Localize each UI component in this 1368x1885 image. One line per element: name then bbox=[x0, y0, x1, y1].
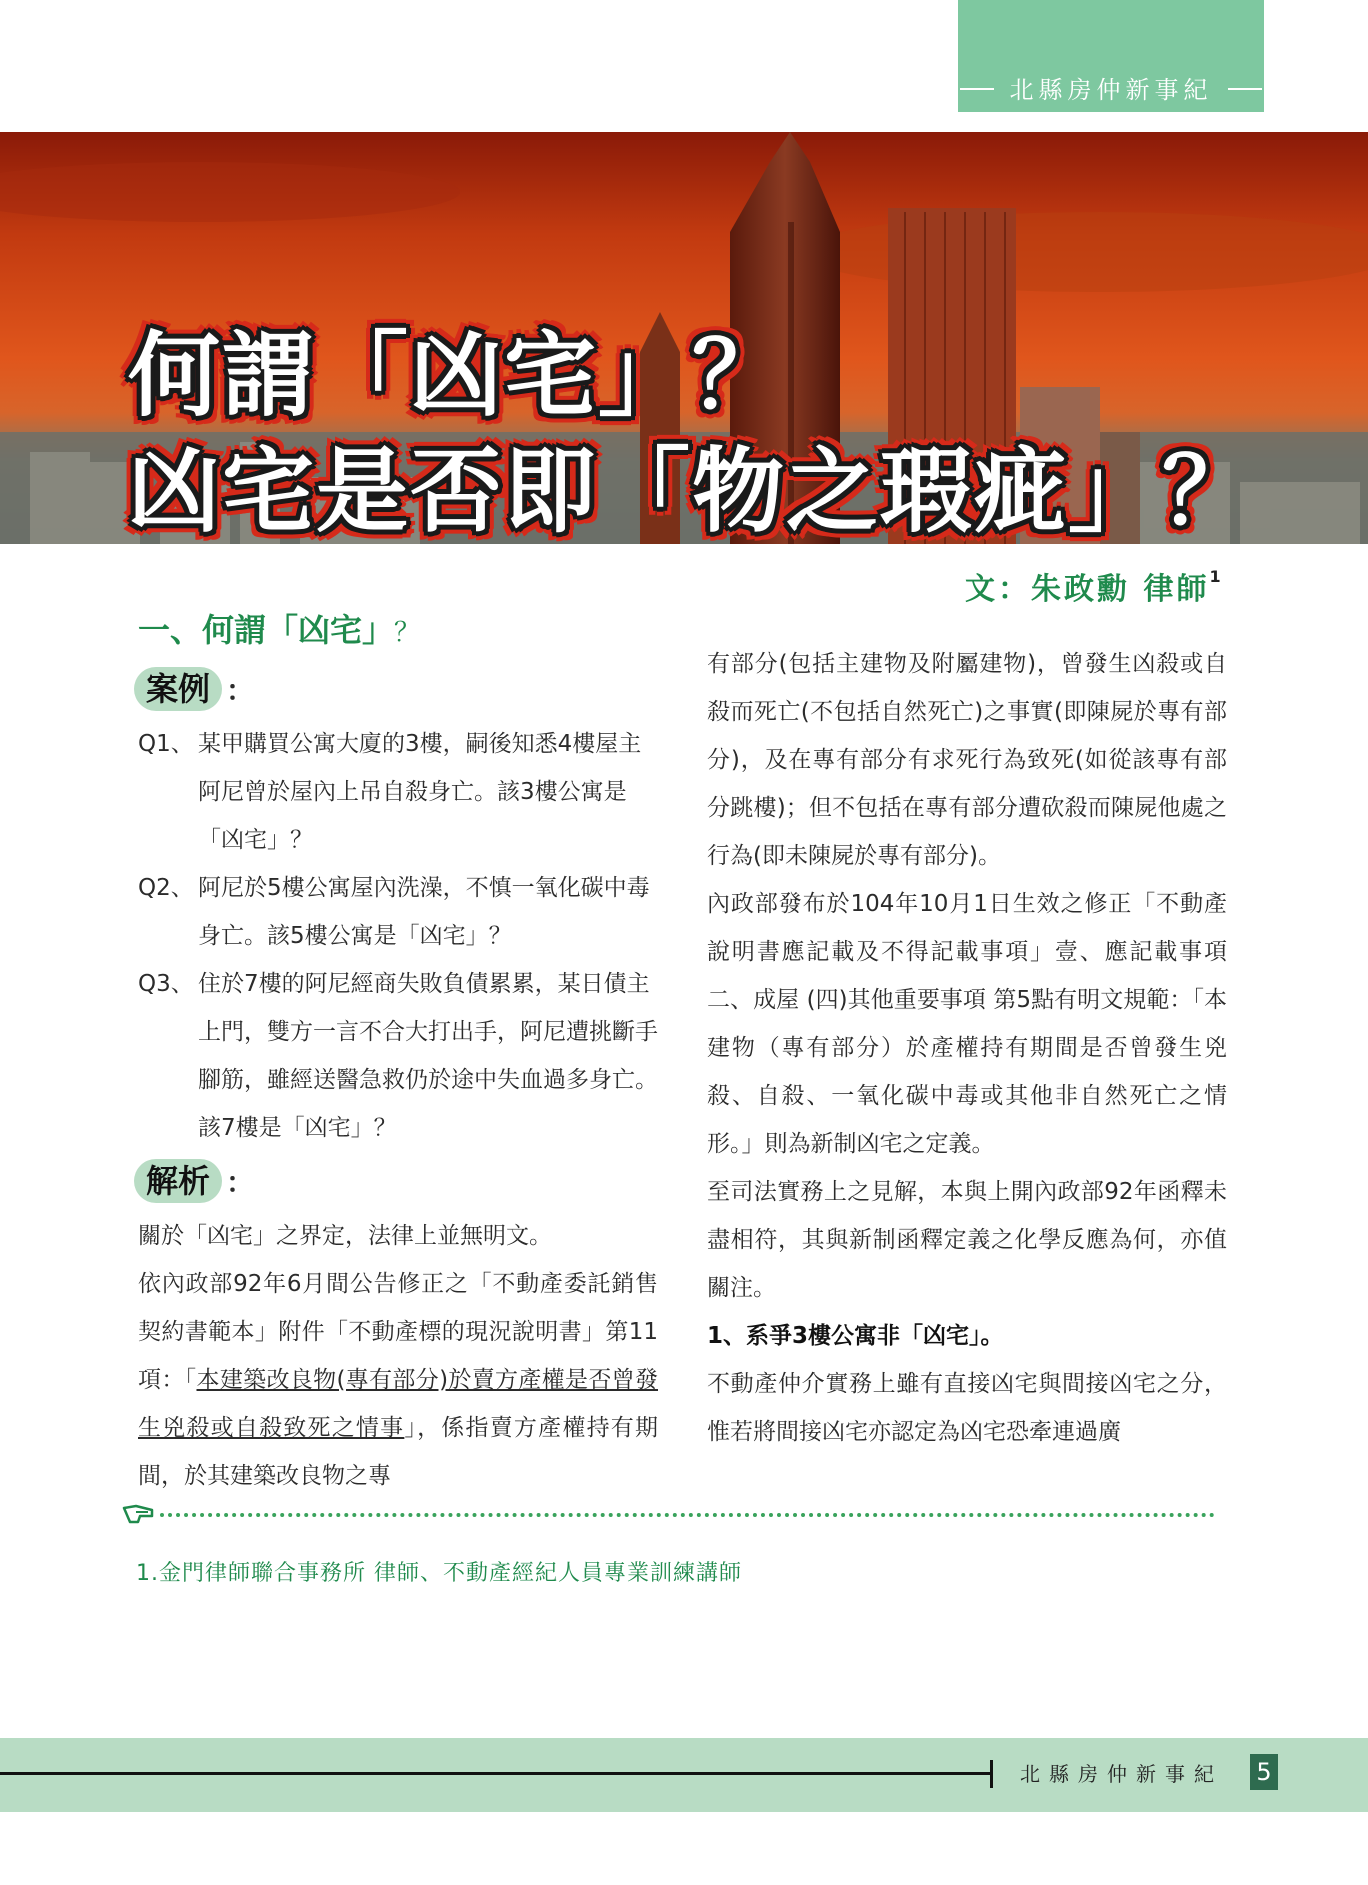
analysis-tag-row bbox=[138, 1154, 658, 1212]
case-tag: 案例 bbox=[138, 667, 218, 711]
case-colon: ： bbox=[226, 674, 255, 707]
question-q2 bbox=[138, 864, 658, 960]
right-paragraph-4: 不動產仲介實務上雖有直接凶宅與間接凶宅之分，惟若將間接凶宅亦認定為凶宅恐牽連過廣 bbox=[707, 1371, 1227, 1445]
header-rule-right bbox=[1228, 88, 1262, 90]
publication-name: 北縣房仲新事紀 bbox=[1009, 76, 1213, 104]
footnote-divider bbox=[160, 1513, 1215, 1517]
question-text: 某甲購買公寓大廈的3樓，嗣後知悉4樓屋主阿尼曾於屋內上吊自殺身亡。該3樓公寓是「凶宅」？ bbox=[198, 731, 642, 853]
title-banner bbox=[0, 132, 1368, 544]
footer-rule-tick bbox=[990, 1760, 993, 1788]
analysis-paragraph-2 bbox=[138, 1260, 658, 1500]
footer-rule bbox=[0, 1772, 992, 1775]
right-paragraph-2: 內政部發布於104年10月1日生效之修正「不動產說明書應記載及不得記載事項」壹、應記載事項 二、成屋 (四)其他重要事項 第5點有明文規範：「本建物（專有部分）於產權持有期間是否曾發生兇殺、自殺、一氧化碳中毒或其他非自然死亡之情形。」則為新制凶宅之定義。 bbox=[707, 891, 1227, 1157]
banner-title-line-2: 凶宅是否即「物之瑕疵」？ bbox=[128, 438, 1257, 544]
question-q1 bbox=[138, 720, 658, 864]
footer-band bbox=[0, 1738, 1368, 1812]
subheading-1: 1、系爭3樓公寓非「凶宅」。 bbox=[707, 1323, 1004, 1349]
footer-publication-name: 北縣房仲新事紀 bbox=[1020, 1762, 1223, 1786]
author-byline bbox=[965, 564, 1224, 608]
analysis-tag: 解析 bbox=[138, 1159, 218, 1203]
question-label: Q2、 bbox=[138, 875, 194, 901]
question-label: Q1、 bbox=[138, 731, 194, 757]
footnote-text: 1.金門律師聯合事務所 律師、不動產經紀人員專業訓練講師 bbox=[136, 1561, 742, 1586]
question-label: Q3、 bbox=[138, 971, 194, 997]
author-name: 文：朱政勳 律師 bbox=[965, 572, 1210, 607]
paragraph-text: 」，係指賣方產權持有期間，於其建築改良物之專 bbox=[138, 1415, 659, 1489]
page-number: 5 bbox=[1250, 1754, 1278, 1790]
hand-pointer-icon bbox=[122, 1502, 156, 1526]
underlined-quote: 本建築改良物(專有部分)於賣方產權是否曾發生兇殺或自殺致死之情事 bbox=[138, 1367, 658, 1441]
right-paragraph-3: 至司法實務上之見解，本與上開內政部92年函釋未盡相符，其與新制函釋定義之化學反應為何，亦值關注。 bbox=[707, 1179, 1227, 1301]
question-q3 bbox=[138, 960, 658, 1152]
header-tab bbox=[958, 0, 1264, 112]
section-heading-text: 一、何謂「凶宅」 bbox=[138, 611, 395, 649]
analysis-paragraph-1: 關於「凶宅」之界定，法律上並無明文。 bbox=[138, 1223, 552, 1249]
case-tag-row bbox=[138, 662, 658, 720]
paragraph-text: 依內政部92年6月間公告修正之「不動產委託銷售契約書範本」附件「不動產標的現況說明書」第11項：「 bbox=[138, 1271, 658, 1393]
right-paragraph-1: 有部分(包括主建物及附屬建物)，曾發生凶殺或自殺而死亡(不包括自然死亡)之事實(即陳屍於專有部分)，及在專有部分有求死行為致死(如從該專有部分跳樓)；但不包括在專有部分遭砍殺而陳屍他處之行為(即未陳屍於專有部分)。 bbox=[707, 651, 1227, 869]
right-column bbox=[707, 640, 1227, 1456]
footnote-mark: 1 bbox=[1209, 567, 1224, 586]
section-heading bbox=[138, 600, 658, 660]
left-column bbox=[138, 600, 658, 1500]
banner-title-line-1: 何謂「凶宅」？ bbox=[128, 322, 787, 429]
section-heading-question-mark: ？ bbox=[394, 618, 421, 648]
question-text: 住於7樓的阿尼經商失敗負債累累，某日債主上門，雙方一言不合大打出手，阿尼遭挑斷手腳筋，雖經送醫急救仍於途中失血過多身亡。該7樓是「凶宅」？ bbox=[198, 971, 658, 1141]
question-text: 阿尼於5樓公寓屋內洗澡，不慎一氧化碳中毒身亡。該5樓公寓是「凶宅」？ bbox=[198, 875, 650, 949]
analysis-colon: ： bbox=[226, 1166, 255, 1199]
